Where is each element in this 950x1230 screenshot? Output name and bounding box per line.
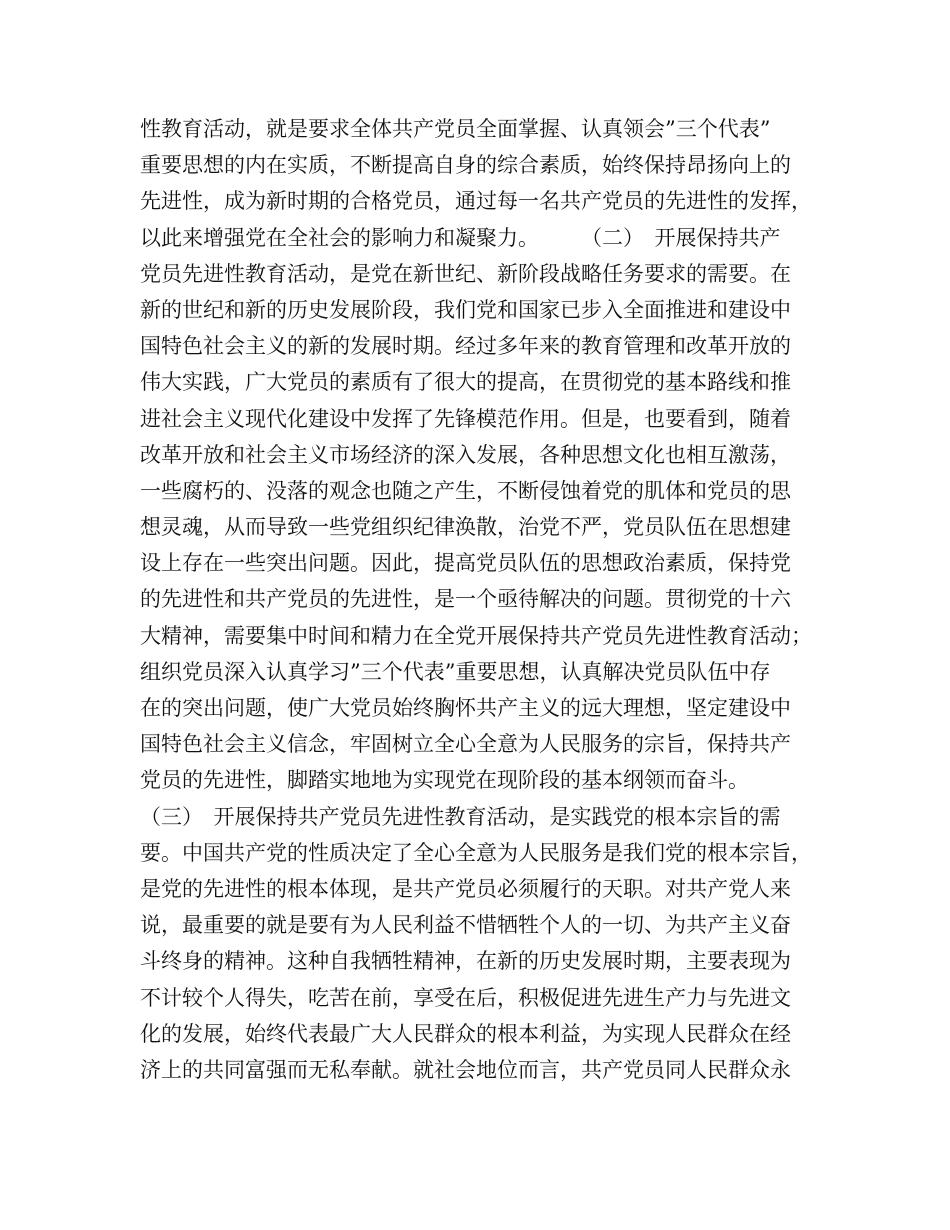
text-line: 以此来增强党在全社会的影响力和凝聚力。 （二） 开展保持共产: [140, 225, 781, 250]
text-line: 不计较个人得失，吃苦在前，享受在后，积极促进先进生产力与先进文: [140, 985, 791, 1010]
text-line: 是党的先进性的根本体现，是共产党员必须履行的天职。对共产党人来: [140, 876, 791, 901]
text-line: 化的发展，始终代表最广大人民群众的根本利益，为实现人民群众在经: [140, 1021, 791, 1046]
text-line: 性教育活动，就是要求全体共产党员全面掌握、认真领会”三个代表”: [140, 117, 771, 141]
text-line: 设上存在一些突出问题。因此，提高党员队伍的思想政治素质，保持党: [140, 551, 791, 576]
text-line: 想灵魂，从而导致一些党组织纪律涣散，治党不严，党员队伍在思想建: [140, 515, 791, 540]
text-line: 新的世纪和新的历史发展阶段，我们党和国家已步入全面推进和建设中: [140, 297, 791, 322]
text-line: 大精神，需要集中时间和精力在全党开展保持共产党员先进性教育活动；: [140, 623, 812, 648]
text-line: 济上的共同富强而无私奉献。就社会地位而言，共产党员同人民群众永: [140, 1057, 791, 1082]
text-line: 一些腐朽的、没落的观念也随之产生，不断侵蚀着党的肌体和党员的思: [140, 478, 791, 503]
text-line: 伟大实践，广大党员的素质有了很大的提高，在贯彻党的基本路线和推: [140, 370, 791, 395]
text-line: 要。中国共产党的性质决定了全心全意为人民服务是我们党的根本宗旨，: [140, 840, 812, 865]
text-line: 说，最重要的就是要有为人民利益不惜牺牲个人的一切、为共产主义奋: [140, 913, 791, 938]
text-line: 斗终身的精神。这种自我牺牲精神，在新的历史发展时期，主要表现为: [140, 949, 791, 974]
text-line: 在的突出问题，使广大党员始终胸怀共产主义的远大理想，坚定建设中: [140, 696, 791, 720]
text-line: 的先进性和共产党员的先进性，是一个亟待解决的问题。贯彻党的十六: [140, 587, 791, 612]
text-line: 重要思想的内在实质，不断提高自身的综合素质，始终保持昂扬向上的: [140, 153, 791, 178]
text-line: 组织党员深入认真学习”三个代表”重要思想，认真解决党员队伍中存: [140, 659, 771, 684]
body-text: [140, 111, 830, 1088]
text-line: 党员的先进性，脚踏实地地为实现党在现阶段的基本纲领而奋斗。: [140, 768, 749, 793]
text-line: 先进性，成为新时期的合格党员，通过每一名共产党员的先进性的发挥，: [140, 189, 812, 214]
text-line: 改革开放和社会主义市场经济的深入发展，各种思想文化也相互激荡，: [140, 442, 791, 467]
text-line: 进社会主义现代化建设中发挥了先锋模范作用。但是，也要看到，随着: [140, 406, 791, 431]
text-line: 国特色社会主义信念，牢固树立全心全意为人民服务的宗旨，保持共产: [140, 732, 791, 757]
text-line: 党员先进性教育活动，是党在新世纪、新阶段战略任务要求的需要。在: [140, 261, 791, 286]
text-line: （三） 开展保持共产党员先进性教育活动，是实践党的根本宗旨的需: [140, 804, 781, 829]
text-line: 国特色社会主义的新的发展时期。经过多年来的教育管理和改革开放的: [140, 334, 791, 359]
